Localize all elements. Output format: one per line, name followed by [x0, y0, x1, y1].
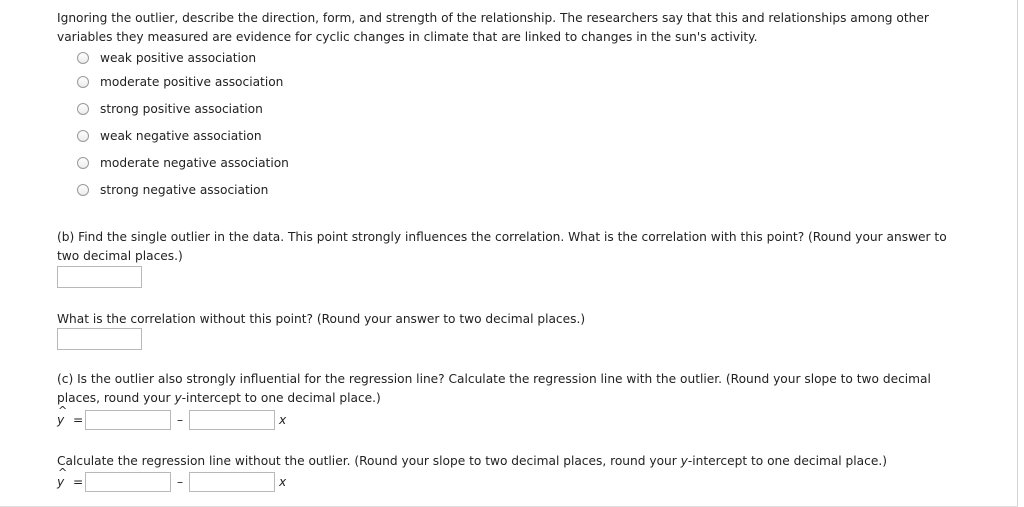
regression-equation-without-outlier	[57, 466, 287, 493]
radio-button[interactable]	[77, 103, 89, 115]
radio-button[interactable]	[77, 52, 89, 64]
option-label: strong positive association	[100, 101, 263, 116]
option-label: moderate negative association	[100, 155, 289, 170]
minus-sign: –	[176, 413, 184, 427]
regression-equation-with-outlier	[57, 404, 287, 431]
option-label: strong negative association	[100, 182, 269, 197]
y-hat-letter: y	[57, 413, 65, 427]
y-hat-symbol	[57, 466, 73, 489]
y-variable: y	[680, 454, 688, 468]
part-c-line2-prefix: places, round your	[57, 391, 175, 405]
option-strong-negative[interactable]	[77, 176, 289, 203]
option-moderate-negative[interactable]	[77, 149, 289, 176]
radio-button[interactable]	[77, 157, 89, 169]
association-options	[77, 48, 289, 203]
y-hat-symbol	[57, 404, 73, 427]
y-hat-letter: y	[57, 475, 65, 489]
part-c-question-line1: (c) Is the outlier also strongly influential for the regression line? Calculate the regression line with the outlier. (Round your slope to two decimal	[57, 372, 931, 386]
part-c-question-2	[57, 452, 1002, 471]
part-b-question-line2: two decimal places.)	[57, 249, 183, 263]
part-a-question-line1: Ignoring the outlier, describe the direction, form, and strength of the relationship. The researchers say that this and relationships among other	[57, 11, 929, 25]
x-variable: x	[279, 475, 287, 489]
option-moderate-positive[interactable]	[77, 68, 289, 95]
option-label: weak positive association	[100, 51, 257, 65]
option-label: weak negative association	[100, 128, 262, 143]
part-b-question	[57, 228, 1002, 266]
intercept-with-outlier-input[interactable]	[85, 410, 171, 430]
hat-accent: ^	[58, 466, 68, 479]
correlation-with-outlier-input[interactable]	[57, 266, 142, 288]
part-b-question-line1: (b) Find the single outlier in the data. This point strongly influences the correlation. What is the correlation with this point? (Round your answer to	[57, 230, 947, 244]
option-weak-negative[interactable]	[77, 122, 289, 149]
y-variable: y	[174, 391, 182, 405]
radio-button[interactable]	[77, 184, 89, 196]
part-c-question2-prefix: Calculate the regression line without the outlier. (Round your slope to two decimal places, round your	[57, 454, 681, 468]
correlation-without-outlier-input[interactable]	[57, 328, 142, 350]
equals-sign: =	[73, 475, 84, 489]
part-a-question-line2: variables they measured are evidence for cyclic changes in climate that are linked to changes in the sun's activity.	[57, 30, 758, 44]
minus-sign: –	[176, 475, 184, 489]
part-c-question2-suffix: -intercept to one decimal place.)	[687, 454, 887, 468]
hat-accent: ^	[58, 404, 68, 417]
slope-without-outlier-input[interactable]	[189, 472, 275, 492]
x-variable: x	[279, 413, 287, 427]
part-b-question-2: What is the correlation without this point? (Round your answer to two decimal places.)	[57, 312, 586, 326]
option-weak-positive[interactable]	[77, 48, 289, 68]
part-c-line2-suffix: -intercept to one decimal place.)	[181, 391, 381, 405]
part-c-question	[57, 370, 1002, 408]
radio-button[interactable]	[77, 76, 89, 88]
option-strong-positive[interactable]	[77, 95, 289, 122]
equals-sign: =	[73, 413, 84, 427]
part-a-question	[57, 9, 1002, 47]
slope-with-outlier-input[interactable]	[189, 410, 275, 430]
frame-border-right	[1017, 0, 1018, 507]
radio-button[interactable]	[77, 130, 89, 142]
intercept-without-outlier-input[interactable]	[85, 472, 171, 492]
option-label: moderate positive association	[100, 74, 284, 89]
